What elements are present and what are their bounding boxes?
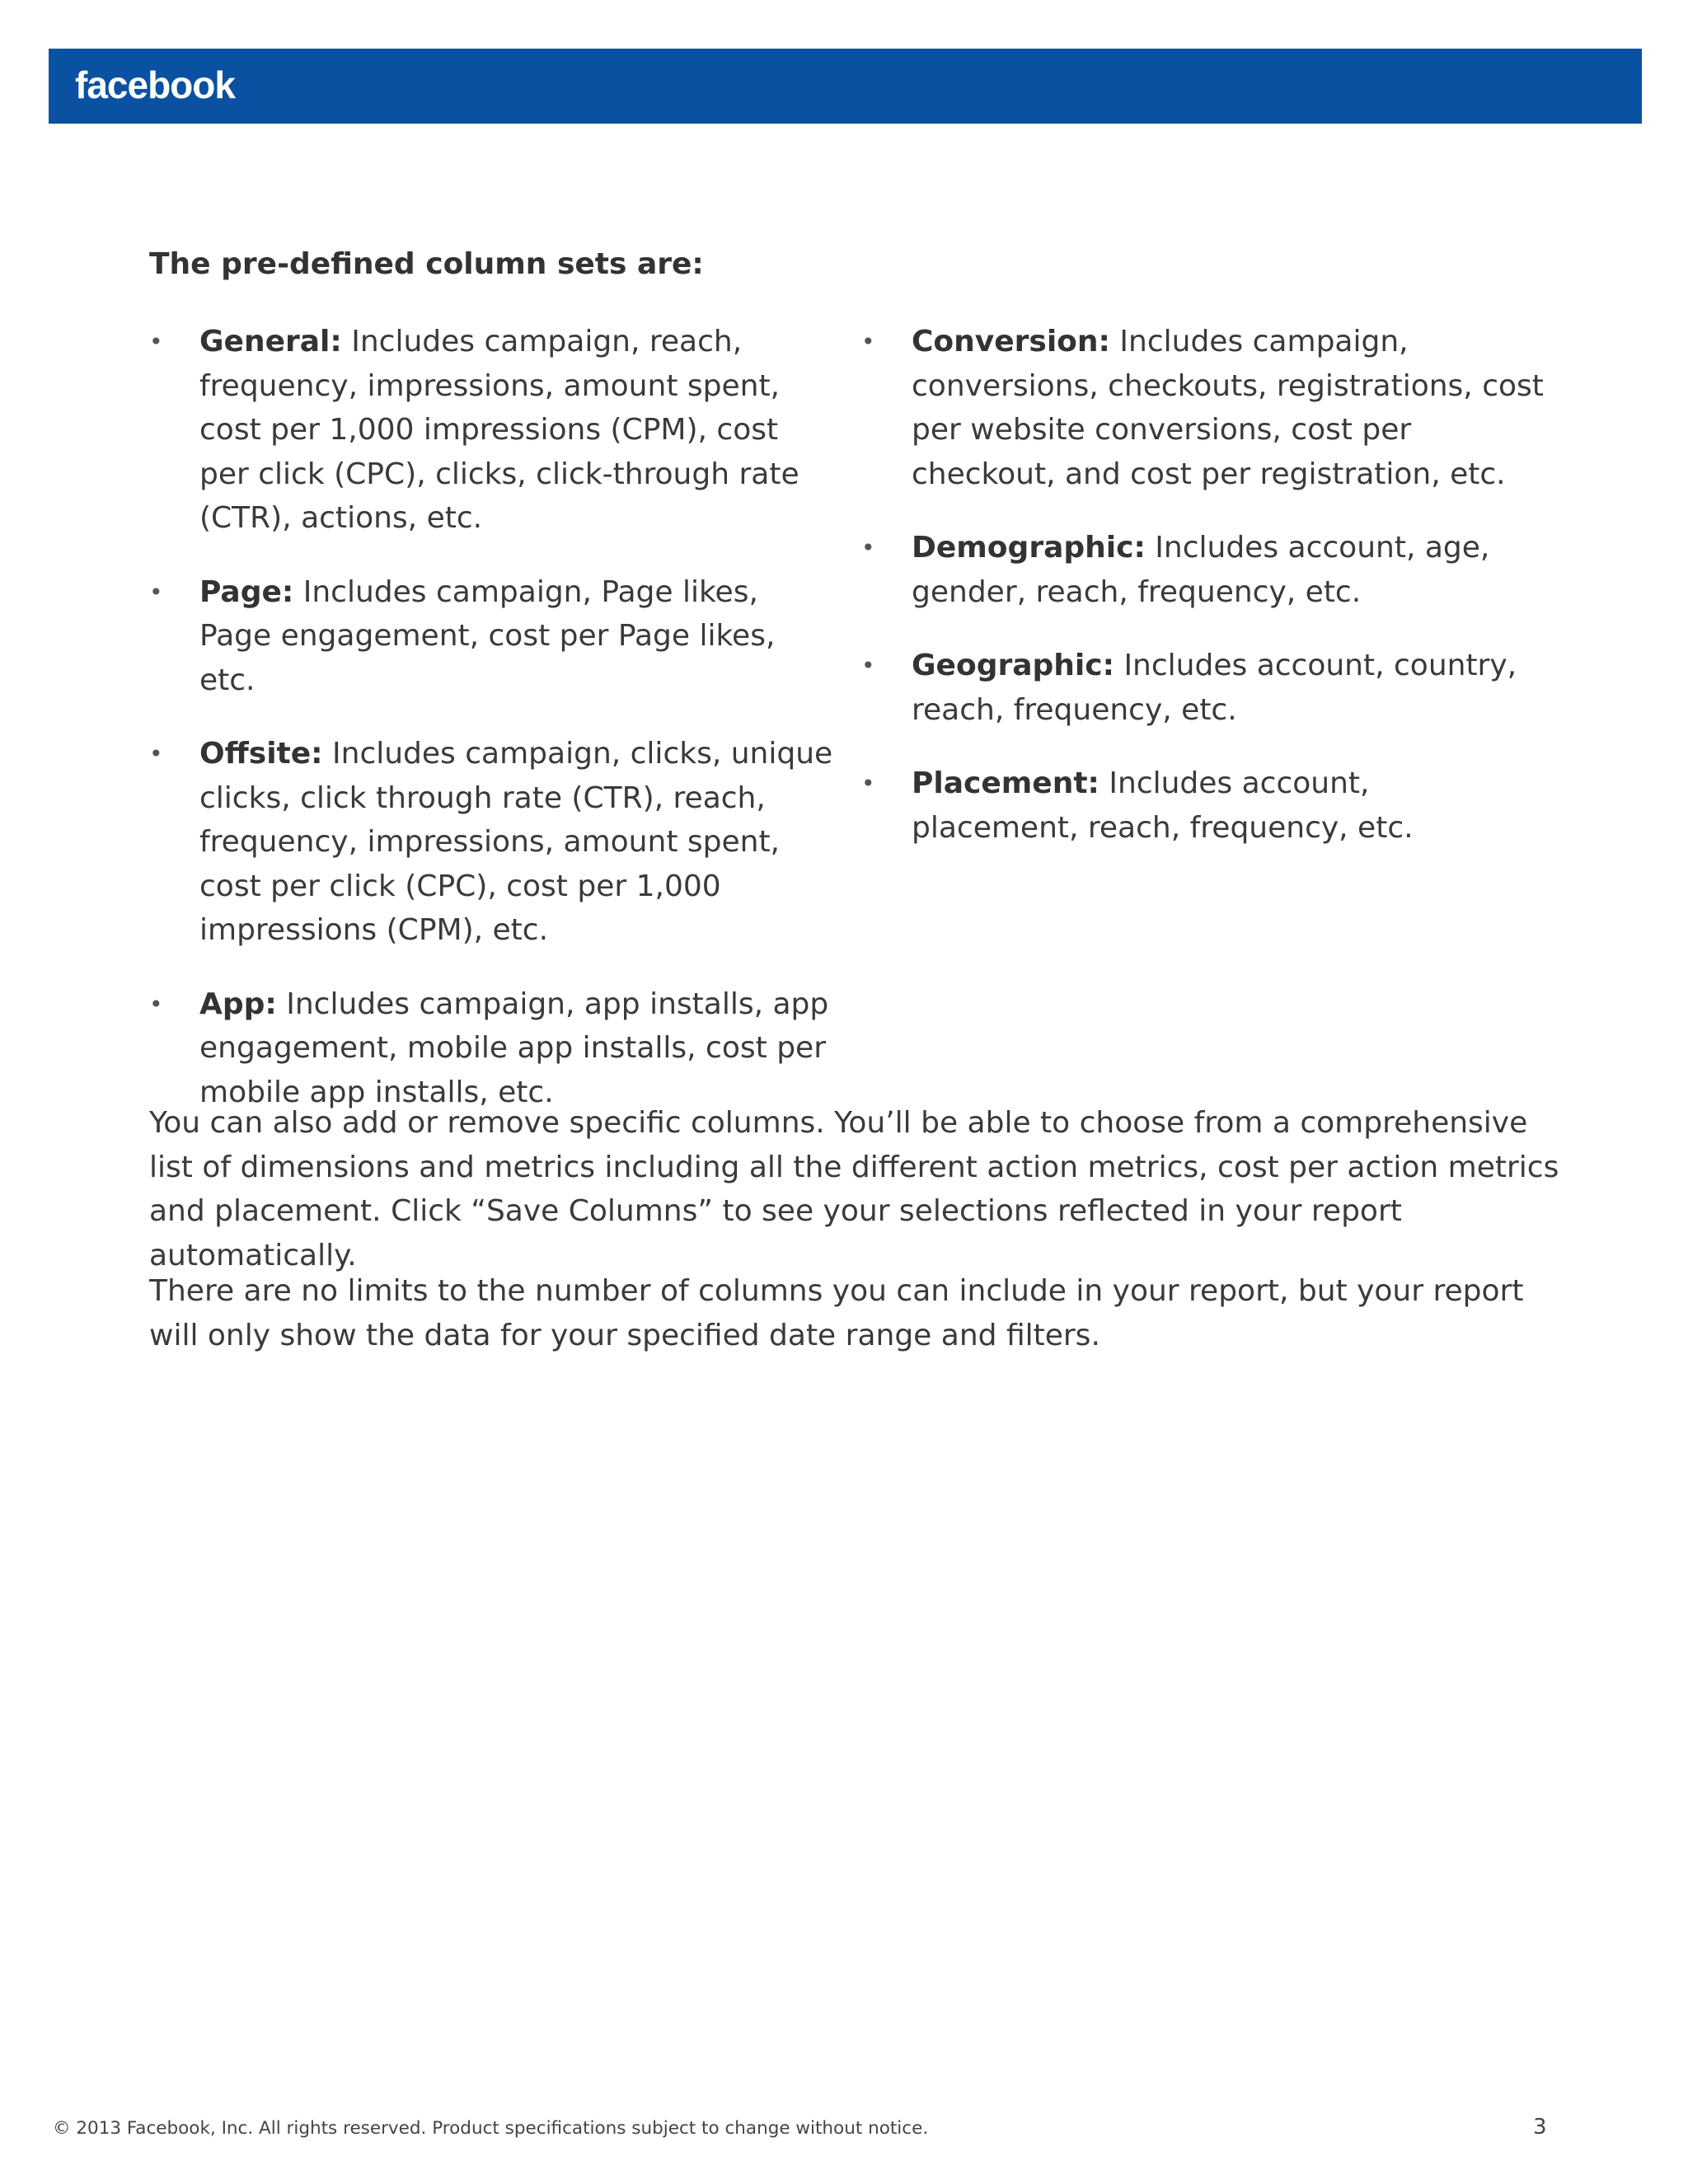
- item-text: Includes account, placement, reach, frequency, etc.: [912, 766, 1414, 845]
- item-text: Includes account, country, reach, frequency, etc.: [912, 649, 1517, 727]
- facebook-logo: facebook: [75, 63, 235, 106]
- item-term: Geographic:: [912, 649, 1114, 682]
- list-item: [149, 570, 833, 703]
- bullet: •: [149, 990, 163, 1018]
- item-term: Demographic:: [912, 531, 1146, 565]
- right-column-list: [861, 320, 1545, 879]
- list-item: [149, 982, 833, 1115]
- item-text: Includes account, age, gender, reach, frequency, etc.: [912, 531, 1490, 609]
- footer-copyright: © 2013 Facebook, Inc. All rights reserved. Product specifications subject to change without notice.: [53, 2118, 929, 2139]
- list-item: [861, 644, 1545, 732]
- list-item: [149, 732, 833, 953]
- item-text: Includes campaign, reach, frequency, impressions, amount spent, cost per 1,000 impressions (CPM), cost per click (CPC), clicks, click-through rate (CTR), actions, etc.: [199, 325, 799, 535]
- intro-heading: The pre-defined column sets are:: [149, 247, 704, 281]
- list-item: [861, 526, 1545, 614]
- bullet: •: [861, 770, 875, 797]
- item-text: Includes campaign, Page likes, Page engagement, cost per Page likes, etc.: [199, 574, 776, 697]
- list-item: [149, 320, 833, 541]
- body-paragraph: You can also add or remove specific columns. You’ll be able to choose from a comprehensive list of dimensions and metrics including all the different action metrics, cost per action metrics and placement. Click “Save Columns” to see your selections reflected in your report automatically.: [149, 1106, 1559, 1272]
- item-text: Includes campaign, conversions, checkouts, registrations, cost per website conversions, cost per checkout, and cost per registration, etc.: [912, 325, 1544, 491]
- item-term: App:: [199, 987, 277, 1021]
- bullet: •: [149, 328, 163, 355]
- bullet: •: [861, 534, 875, 561]
- bullet: •: [149, 740, 163, 767]
- bullet: •: [149, 578, 163, 606]
- page-number: 3: [1533, 2115, 1547, 2139]
- item-term: General:: [199, 325, 342, 359]
- bullet: •: [861, 328, 875, 355]
- list-item: [861, 762, 1545, 850]
- body-paragraph: There are no limits to the number of columns you can include in your report, but your report will only show the data for your specified date range and filters.: [149, 1274, 1524, 1352]
- list-item: [861, 320, 1545, 496]
- item-term: Page:: [199, 574, 294, 609]
- item-term: Conversion:: [912, 325, 1110, 359]
- bullet: •: [861, 652, 875, 679]
- item-term: Placement:: [912, 766, 1100, 800]
- left-column-list: [149, 320, 833, 1144]
- item-term: Offsite:: [199, 737, 323, 771]
- item-text: Includes campaign, clicks, unique clicks, click through rate (CTR), reach, frequency, impressions, amount spent, cost per click (CPC), cost per 1,000 impressions (CPM), etc.: [199, 737, 833, 947]
- header-bar: [49, 49, 1642, 124]
- item-text: Includes campaign, app installs, app engagement, mobile app installs, cost per mobile app installs, etc.: [199, 987, 829, 1109]
